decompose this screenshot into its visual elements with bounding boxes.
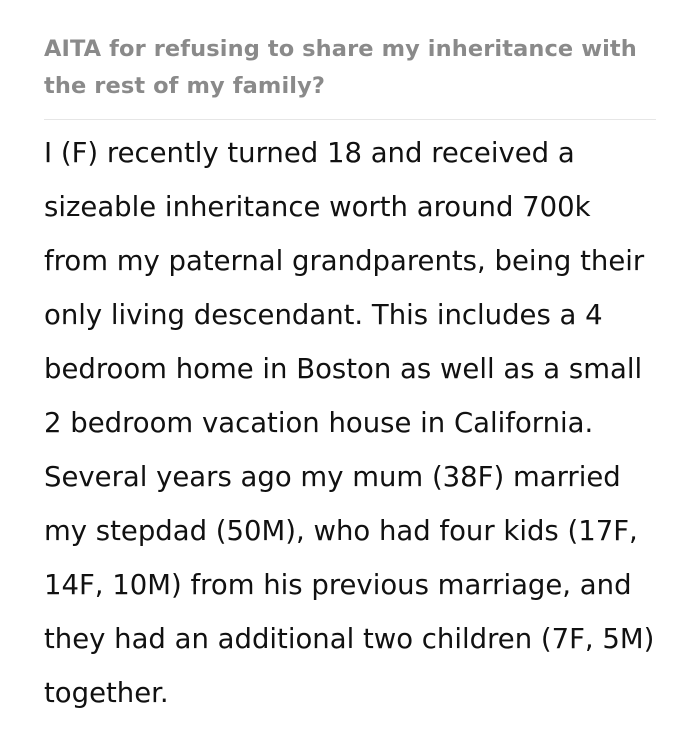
post-title: AITA for refusing to share my inheritance with the rest of my family? — [44, 36, 637, 99]
post-body: I (F) recently turned 18 and received a sizeable inheritance worth around 700k from my paternal grandparents, being their only living descendant. This includes a 4 bedroom home in Boston as well as a small 2 bedroom vacation house in California. Several years ago my mum (38F) married my stepdad (50M), who had four kids (17F, 14F, 10M) from his previous marriage, and they had an additional two children (7F, 5M) together. — [44, 137, 655, 709]
title-divider — [44, 119, 656, 120]
